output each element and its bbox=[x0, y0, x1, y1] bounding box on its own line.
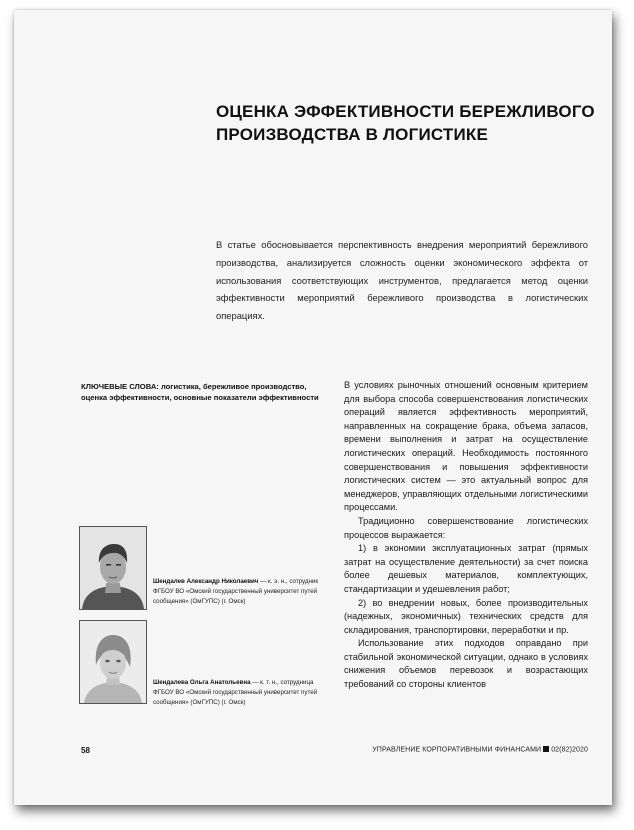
author-name-2: Шендалева Ольга Анатольевна bbox=[153, 679, 251, 686]
keywords: КЛЮЧЕВЫЕ СЛОВА: логистика, бережливое производство, оценка эффективности, основные показатели эффективности bbox=[81, 382, 319, 402]
page-number: 58 bbox=[81, 746, 90, 755]
title-line-2: ПРОИЗВОДСТВА В ЛОГИСТИКЕ bbox=[216, 125, 489, 144]
journal-issue: 02(82)2020 bbox=[551, 746, 588, 754]
body-paragraph: 1) в экономии эксплуатационных затрат (прямых затрат на осуществление деятельности) за счет поиска более дешевых материалов, комплектующих, стандартизации и удешевления работ; bbox=[344, 543, 588, 594]
journal-footer bbox=[372, 746, 588, 754]
author-affiliation-1: — к. э. н., сотрудник ФГБОУ ВО «Омский государственный университет путей сообщения» (ОмГУПС) (г. Омск) bbox=[153, 578, 319, 605]
body-paragraph: Традиционно совершенствование логистических процессов выражается: bbox=[344, 515, 588, 540]
author-info-2 bbox=[153, 678, 329, 708]
article-body bbox=[344, 379, 588, 692]
journal-name: УПРАВЛЕНИЕ КОРПОРАТИВНЫМИ ФИНАНСАМИ bbox=[372, 746, 542, 754]
author-info-1 bbox=[153, 577, 329, 607]
square-separator-icon bbox=[543, 746, 549, 752]
article-title bbox=[216, 100, 596, 146]
author-name-1: Шендалев Александр Николаевич bbox=[153, 578, 259, 585]
body-paragraph: В условиях рыночных отношений основным критерием для выбора способа совершенствования логистических операций является эффективность мероприятий, направленных на сокращение брака, объема запасов, времени выполнения и затрат на осуществление логистических операций. Необходимость постоянного совершенствования и повышения эффективности логистических систем — это актуальный вопрос для менеджеров, управляющих отдельными логистическими процессами. bbox=[344, 380, 588, 513]
author-affiliation-2: — к. т. н., сотрудница ФГБОУ ВО «Омский государственный университет путей сообщения» (ОмГУПС) (г. Омск) bbox=[153, 679, 318, 706]
author-photo-1 bbox=[79, 526, 147, 610]
author-photo-2 bbox=[79, 620, 147, 704]
body-paragraph: Использование этих подходов оправдано при стабильной экономической ситуации, однако в условиях снижения объемов перевозок и возрастающих требований со стороны клиентов bbox=[344, 638, 588, 690]
title-line-1: ОЦЕНКА ЭФФЕКТИВНОСТИ БЕРЕЖЛИВОГО bbox=[216, 102, 595, 121]
body-paragraph: 2) во внедрении новых, более производительных (надежных, экономичных) технических средств для складирования, транспортировки, переработки и пр. bbox=[344, 597, 588, 635]
abstract: В статье обосновывается перспективность внедрения мероприятий бережливого производства, анализируется сложность оценки экономического эффекта от использования соответствующих инструментов, предлагается метод оценки эффективности мероприятий бережливого производства в логистических операциях. bbox=[216, 239, 588, 322]
